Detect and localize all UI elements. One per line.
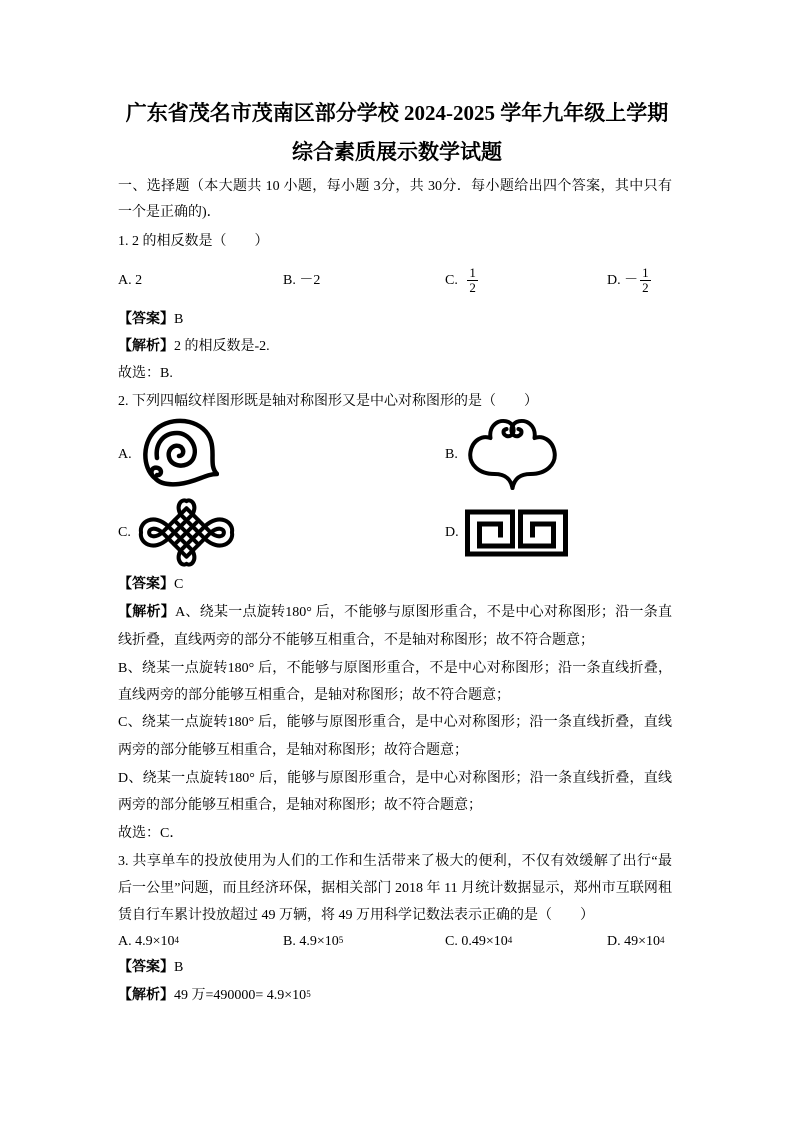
- q2-analysis-line: B、绕某一点旋转180° 后，不能够与原图形重合，不是中心对称图形；沿一条直线折叠，: [118, 661, 672, 676]
- analysis-label: 【解析】: [118, 605, 176, 620]
- option-text: －2: [299, 273, 321, 288]
- q3-analysis: [118, 986, 311, 1006]
- q2-answer: [118, 575, 183, 595]
- analysis-text: 49 万=490000= 4.9×10: [174, 988, 307, 1003]
- fraction-numerator: 1: [469, 265, 476, 281]
- option-label: B.: [283, 273, 296, 288]
- cloud-pattern-icon: [464, 416, 561, 490]
- option-text: 4.9×10: [135, 934, 175, 949]
- q3-option-c: [445, 932, 512, 952]
- option-label: C.: [445, 273, 458, 288]
- exponent: 5: [338, 935, 344, 945]
- fraction: [640, 266, 651, 295]
- q2-analysis-line: 线折叠，直线两旁的部分不能够互相重合，不是轴对称图形；故不符合题意；: [118, 633, 594, 648]
- q2-stem: 2. 下列四幅纹样图形既是轴对称图形又是中心对称图形的是（ ）: [118, 394, 538, 409]
- answer-value: B: [174, 312, 184, 327]
- q2-analysis-line: C、绕某一点旋转180° 后，能够与原图形重合，是中心对称图形；沿一条直线折叠，直线: [118, 715, 672, 730]
- q1-answer: [118, 310, 183, 330]
- option-text: 2: [135, 273, 143, 288]
- q2-analysis-line: [118, 603, 672, 623]
- fraction: [467, 266, 478, 295]
- q2-option-c-label: C.: [118, 525, 131, 540]
- answer-label: 【答案】: [118, 960, 174, 975]
- q3-stem-line: 3. 共享单车的投放使用为人们的工作和生活带来了极大的便利，不仅有效缓解了出行“最: [118, 854, 672, 869]
- option-label: A.: [118, 273, 132, 288]
- page-title-line2: 综合素质展示数学试题: [292, 140, 502, 164]
- q2-analysis-line: 直线两旁的部分能够互相重合，是轴对称图形；故不符合题意；: [118, 688, 510, 703]
- option-text: 0.49×10: [461, 934, 508, 949]
- option-label: B.: [283, 934, 296, 949]
- option-label: D.: [607, 273, 621, 288]
- meander-pattern-icon: [464, 509, 569, 557]
- q1-stem: 1. 2 的相反数是（ ）: [118, 234, 269, 249]
- answer-value: B: [174, 960, 184, 975]
- exponent: 5: [306, 989, 311, 999]
- q2-option-a-label: A.: [118, 447, 132, 462]
- fraction-numerator: 1: [642, 265, 649, 281]
- q1-conclusion: 故选：B.: [118, 366, 173, 381]
- q1-option-c: [445, 266, 478, 296]
- q3-option-b: [283, 932, 343, 952]
- q2-conclusion: 故选：C．: [118, 826, 184, 841]
- spiral-pattern-icon: [139, 416, 219, 494]
- exponent: 4: [174, 935, 180, 945]
- minus-sign: －: [624, 273, 639, 288]
- q3-option-a: [118, 932, 179, 952]
- answer-value: C: [174, 577, 184, 592]
- analysis-label: 【解析】: [118, 988, 174, 1003]
- option-label: A.: [118, 934, 132, 949]
- option-label: C.: [445, 934, 458, 949]
- q3-option-d: [607, 932, 665, 952]
- option-text: 4.9×10: [299, 934, 339, 949]
- page-title-line1: 广东省茂名市茂南区部分学校 2024-2025 学年九年级上学期: [125, 101, 669, 125]
- analysis-label: 【解析】: [118, 339, 174, 354]
- q1-option-b: [283, 266, 320, 296]
- q2-analysis-line: 两旁的部分能够互相重合，是轴对称图形；故符合题意；: [118, 743, 468, 758]
- q1-option-d: [607, 266, 651, 296]
- q2-analysis-line: D、绕某一点旋转180° 后，能够与原图形重合，是中心对称图形；沿一条直线折叠，直线: [118, 771, 672, 786]
- analysis-text: A、绕某一点旋转180° 后，不能够与原图形重合，不是中心对称图形；沿一条直: [175, 605, 672, 620]
- q2-option-d-label: D.: [445, 525, 459, 540]
- section-heading: 一、选择题（本大题共 10 小题，每小题 3分，共 30分．每小题给出四个答案，其中只有: [118, 179, 672, 194]
- q3-answer: [118, 958, 183, 978]
- fraction-denominator: 2: [642, 280, 649, 296]
- q3-stem-line: 后一公里”问题，而且经济环保，据相关部门 2018 年 11 月统计数据显示，郑州市互联网租: [118, 881, 672, 896]
- fraction-denominator: 2: [469, 280, 476, 296]
- analysis-text: 2 的相反数是-2.: [174, 339, 270, 354]
- option-label: D.: [607, 934, 621, 949]
- section-heading-continued: 一个是正确的)．: [118, 205, 221, 220]
- q1-option-a: [118, 266, 142, 296]
- exponent: 4: [660, 935, 665, 945]
- knot-pattern-icon: [137, 496, 236, 569]
- answer-label: 【答案】: [118, 577, 174, 592]
- exponent: 4: [507, 935, 513, 945]
- q3-stem-line: 赁自行车累计投放超过 49 万辆，将 49 万用科学记数法表示正确的是（ ）: [118, 908, 594, 923]
- q2-option-b-label: B.: [445, 447, 458, 462]
- q1-analysis: [118, 337, 270, 357]
- option-text: 49×10: [624, 934, 661, 949]
- answer-label: 【答案】: [118, 312, 174, 327]
- q2-analysis-line: 两旁的部分能够互相重合，是轴对称图形；故不符合题意；: [118, 798, 482, 813]
